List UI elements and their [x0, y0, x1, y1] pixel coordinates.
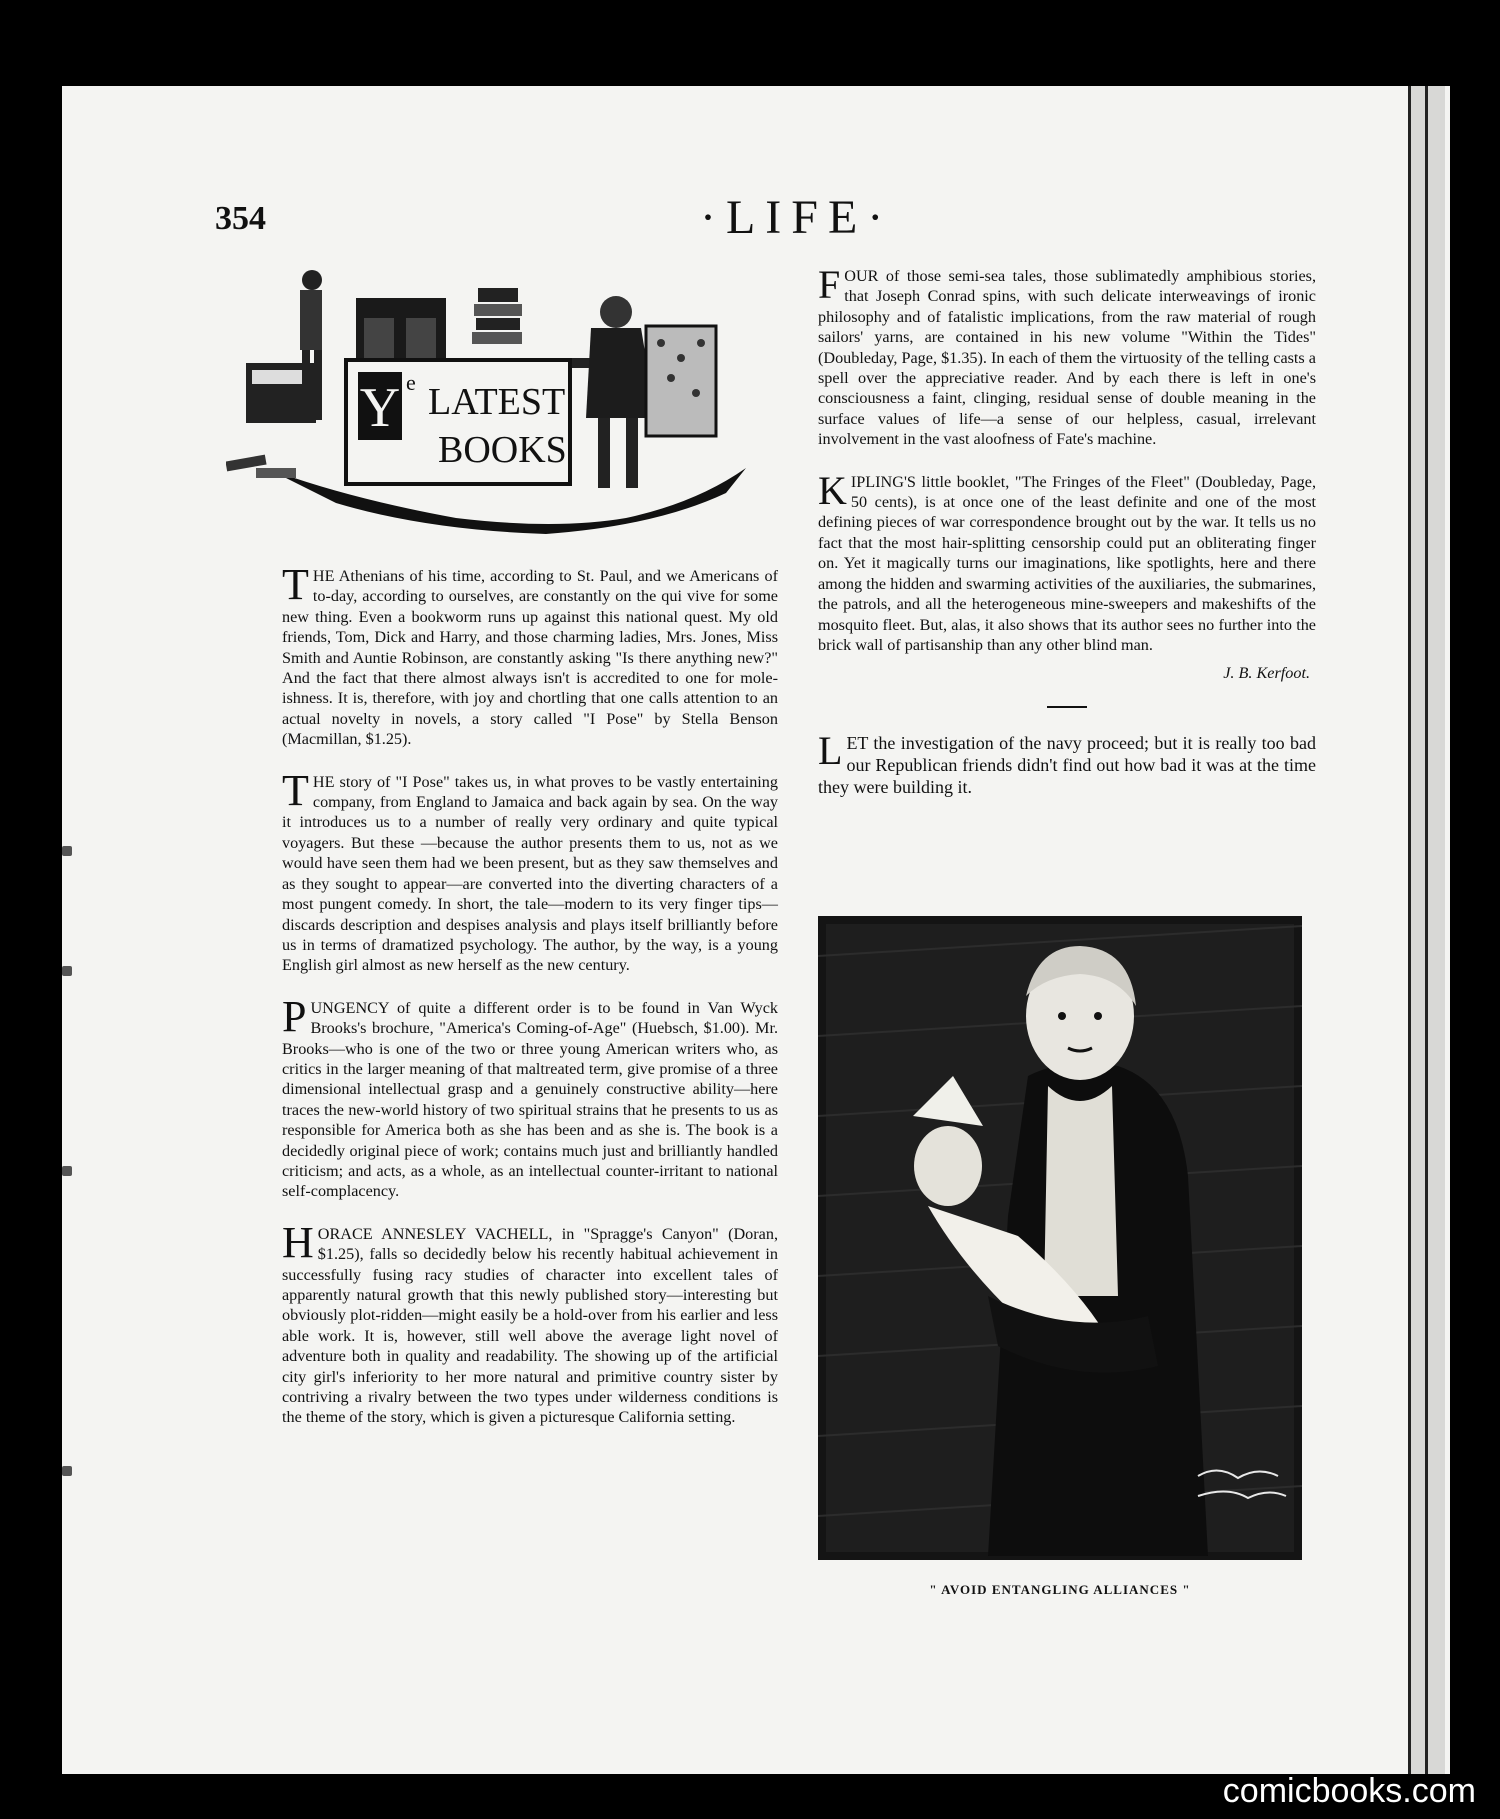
cartoon-caption: " AVOID ENTANGLING ALLIANCES "	[929, 1582, 1191, 1597]
drop-cap: T	[282, 765, 309, 815]
page-number: 354	[215, 200, 266, 237]
review-paragraph	[282, 765, 778, 976]
watermark: comicbooks.com	[1222, 1772, 1476, 1810]
left-column	[282, 560, 778, 1450]
paragraph-text: HE story of "I Pose" takes us, in what proves to be vastly entertaining company, from England to Jamaica and back again by sea. On the way it introduces us to a number of really very ordinary and quite typical voyagers. But these —because the author presents them to us, not as we would have seen them had we been present, but as they saw themselves and as they sought to appear—are converted into the diverting characters of a most pungent comedy. In short, the tale—modern to its very finger tips—discards description and despises analysis and plays itself brilliantly before us in terms of dramatized psychology. The author, by the way, is a young English girl almost as new herself as the new century.	[282, 772, 778, 975]
banner-word-latest: LATEST	[428, 381, 566, 423]
banner-small-e: e	[406, 370, 416, 395]
navy-paragraph	[818, 727, 1316, 798]
review-paragraph	[282, 991, 778, 1202]
latest-books-banner	[226, 268, 766, 538]
drop-cap: P	[282, 991, 307, 1041]
reviewer-signature: J. B. Kerfoot.	[1223, 664, 1310, 683]
review-paragraph	[818, 467, 1316, 656]
cartoon-illustration	[818, 916, 1302, 1560]
drop-cap: L	[818, 727, 843, 773]
review-paragraph	[282, 1217, 778, 1428]
drop-cap: K	[818, 467, 847, 513]
drop-cap: T	[282, 560, 309, 609]
facing-page-edge	[1408, 86, 1445, 1774]
review-paragraph	[282, 560, 778, 750]
paragraph-text: IPLING'S little booklet, "The Fringes of the Fleet" (Doubleday, Page, 50 cents), is at once one of the least definite and one of the most defining pieces of war correspondence brought out by the war. It tells us no fact that the most hair-splitting censorship could put an obliterating finger on. Yet it magically turns our imaginations, like spotlights, here and there among the hidden and swarming activities of the auxiliaries, the submarines, the patrols, and all the heterogeneous mine-sweepers and makeshifts of the mosquito fleet. But, alas, it also shows that its author sees no further into the brick wall of partisanship than any other blind man.	[818, 472, 1316, 654]
masthead: ·LIFE·	[700, 191, 894, 244]
paragraph-text: UNGENCY of quite a different order is to be found in Van Wyck Brooks's brochure, "America's Coming-of-Age" (Huebsch, $1.00). Mr. Brooks—who is one of the two or three young American writers who, as critics in the larger meaning of that maltreated term, give promise of a three dimensional intellectual grasp and a genuinely constructive ability—here traces the new-world history of two spiritual strains that he presents to us as responsible for America both as she has been and as she is. The book is a decidedly original piece of work; contains much just and brilliantly handled criticism; and acts, as a whole, as an intellectual counter-irritant to national self-complacency.	[282, 998, 778, 1201]
paragraph-text: ORACE ANNESLEY VACHELL, in "Spragge's Canyon" (Doran, $1.25), falls so decidedly below his recently habitual achievement in successfully fusing racy studies of character into excellent tales of apparently natural growth that this newly published story—interesting but obviously plot-ridden—might easily be a hold-over from his earlier and less able work. It is, however, still well above the average light novel of adventure both in quality and readability. The showing up of the artificial city girl's inferiority to her more natural and primitive country sister by contriving a rivalry between the two types under wilderness conditions is the theme of the story, which is given a picturesque California setting.	[282, 1224, 778, 1427]
paragraph-text: OUR of those semi-sea tales, those sublimatedly amphibious stories, that Joseph Conrad spins, with such delicate interweavings of ironic philosophy and of fatalistic implications, from the raw material of rough sailors' yarns, are contained in his new volume "Within the Tides" (Doubleday, Page, $1.35). In each of them the virtuosity of the telling casts a spell over the appreciative reader. And by each there is left in one's consciousness a faint, clinging, residual sense of double meaning in the surface values of life—a sense of our helpless, casual, irrelevant involvement in the vast aloofness of Fate's machine.	[818, 267, 1316, 449]
paragraph-text: ET the investigation of the navy proceed; but it is really too bad our Republican friends didn't find out how bad it was at the time they were building it.	[818, 732, 1316, 797]
drop-cap: F	[818, 262, 841, 307]
paragraph-text: HE Athenians of his time, according to St. Paul, and we Americans of to-day, according to ourselves, are constantly on the qui vive for some new thing. Even a bookworm runs up against this national quest. My old friends, Tom, Dick and Harry, and those charming ladies, Mrs. Jones, Miss Smith and Auntie Robinson, are constantly asking "Is there anything new?" And the fact that there almost always isn't is accredited to one for mole-ishness. It is, therefore, with joy and chortling that one calls attention to an actual novelty in novels, a story called "I Pose" by Stella Benson (Macmillan, $1.25).	[282, 567, 778, 749]
banner-word-books: BOOKS	[438, 429, 567, 471]
drop-cap: H	[282, 1217, 314, 1267]
banner-drop-letter: Y	[359, 377, 401, 439]
section-divider	[1047, 706, 1087, 708]
right-column	[818, 262, 1316, 820]
review-paragraph	[818, 262, 1316, 450]
